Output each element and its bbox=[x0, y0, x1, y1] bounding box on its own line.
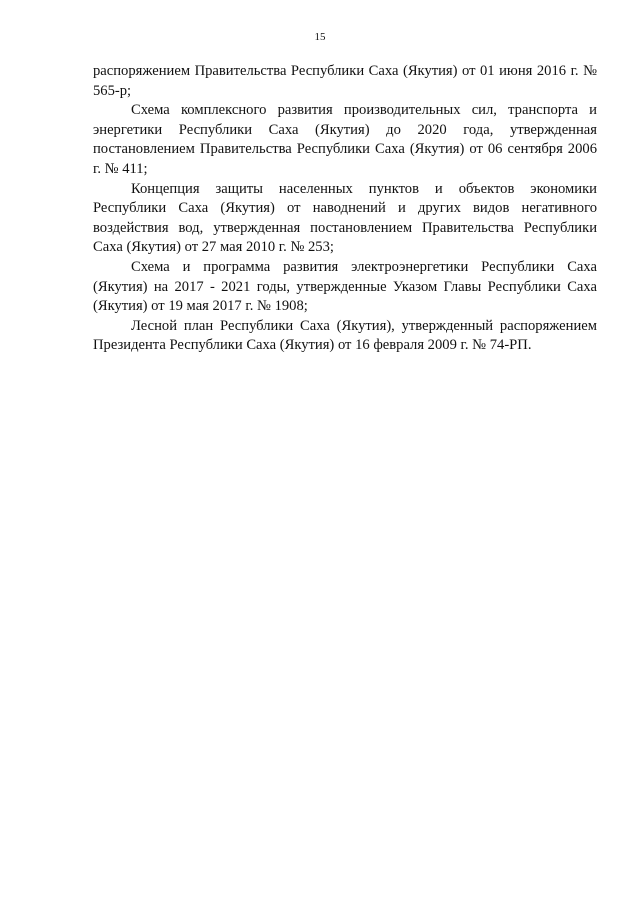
paragraph-development-scheme: Схема комплексного развития производительных сил, транспорта и энергетики Республики Саха (Якутия) до 2020 года, утвержденная постановлением Правительства Республики Саха (Якутия) от 06 сентября 2006 г. № 411; bbox=[93, 102, 597, 177]
paragraph-continuation: распоряжением Правительства Республики Саха (Якутия) от 01 июня 2016 г. № 565-р; bbox=[93, 63, 597, 99]
page-number: 15 bbox=[314, 31, 326, 43]
paragraph-power-program: Схема и программа развития электроэнергетики Республики Саха (Якутия) на 2017 - 2021 годы, утвержденные Указом Главы Республики Саха (Якутия) от 19 мая 2017 г. № 1908; bbox=[93, 258, 597, 315]
paragraph-flood-protection-concept: Концепция защиты населенных пунктов и объектов экономики Республики Саха (Якутия) от наводнений и других видов негативного воздействия вод, утвержденная постановлением Правительства Республики Саха (Якутия) от 27 мая 2010 г. № 253; bbox=[93, 180, 597, 256]
paragraph-forest-plan: Лесной план Республики Саха (Якутия), утвержденный распоряжением Президента Республики Саха (Якутия) от 16 февраля 2009 г. № 74-РП. bbox=[93, 317, 597, 354]
document-body bbox=[93, 62, 597, 356]
